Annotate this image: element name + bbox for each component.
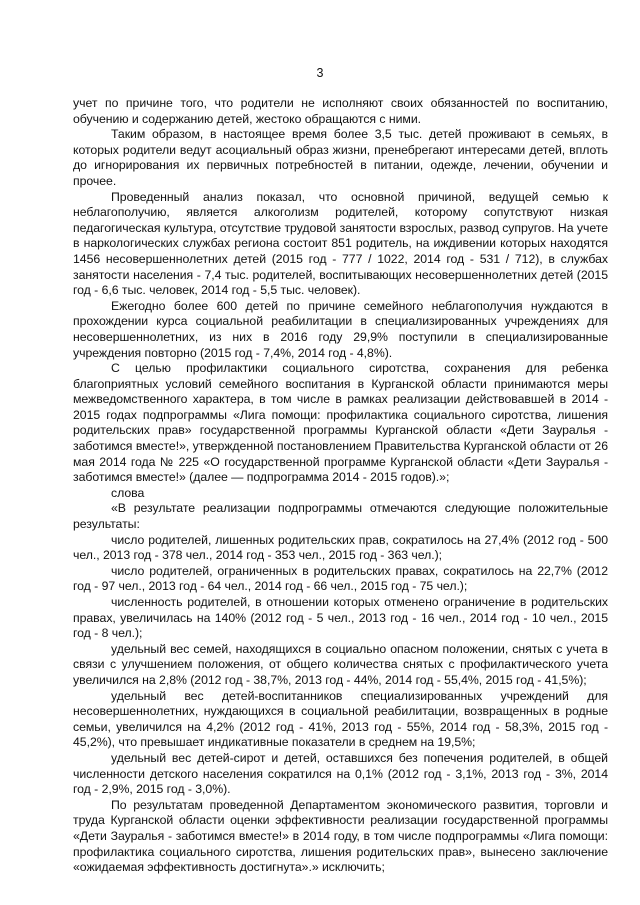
paragraph-6: слова: [111, 485, 145, 500]
paragraph-2: Таким образом, в настоящее время более 3,5 тыс. детей проживают в семьях, в которых родители ведут асоциальный образ жизни, пренебрегают интересами детей, вплоть до игнорирования их первичных потребностей в питании, одежде, лечении, обучении и прочее.: [73, 127, 608, 188]
paragraph-4: Ежегодно более 600 детей по причине семейного неблагополучия нуждаются в прохождении курса социальной реабилитации в специализированных учреждениях для несовершеннолетних, из них в 2016 году 29,9% поступили в специализированные учреждения повторно (2015 год - 7,4%, 2014 год - 4,8%).: [73, 298, 608, 360]
paragraph-7: «В результате реализации подпрограммы отмечаются следующие положительные результаты:: [73, 501, 608, 532]
paragraph-5: С целью профилактики социального сиротства, сохранения для ребенка благоприятных условий семейного воспитания в Курганской области принимаются меры межведомственного характера, в том числе в рамках реализации действовавшей в 2014 - 2015 годах подпрограммы «Лига помощи: профилактика социального сиротства, лишения родительских прав» государственной программы Курганской области «Дети Зауралья - заботимся вместе!», утвержденной постановлением Правительства Курганской области от 26 мая 2014 года № 225 «О государственной программе Курганской области «Дети Зауралья - заботимся вместе!» (далее — подпрограмма 2014 - 2015 годов).»;: [73, 361, 608, 485]
paragraph-8: число родителей, лишенных родительских прав, сократилось на 27,4% (2012 год - 500 чел., 2013 год - 378 чел., 2014 год - 353 чел., 2015 год - 363 чел.);: [73, 532, 608, 563]
paragraph-12: удельный вес детей-воспитанников специализированных учреждений для несовершеннолетних, нуждающихся в социальной реабилитации, возвращенных в родные семьи, увеличился на 4,2% (2012 год - 41%, 2013 год - 55%, 2014 год - 58,3%, 2015 год - 45,2%), что превышает индикативные показатели в среднем на 19,5%;: [73, 688, 608, 750]
paragraph-1: учет по причине того, что родители не исполняют своих обязанностей по воспитанию, обучению и содержанию детей, жестоко обращаются с ними.: [73, 96, 608, 126]
paragraph-10: численность родителей, в отношении которых отменено ограничение в родительских правах, увеличилась на 140% (2012 год - 5 чел., 2013 год - 16 чел., 2014 год - 10 чел., 2015 год - 8 чел.);: [73, 595, 608, 641]
page-number: 3: [316, 66, 324, 80]
paragraph-9: число родителей, ограниченных в родительских правах, сократилось на 22,7% (2012 год - 97 чел., 2013 год - 64 чел., 2014 год - 66 чел., 2015 год - 75 чел.);: [73, 563, 608, 594]
paragraph-14: По результатам проведенной Департаментом экономического развития, торговли и труда Курганской области оценки эффективности реализации государственной программы «Дети Зауралья - заботимся вместе!» в 2014 году, в том числе подпрограммы «Лига помощи: профилактика социального сиротства, лишения родительских прав», вынесено заключение «ожидаемая эффективность достигнута».» исключить;: [73, 797, 608, 875]
document-body: [73, 96, 608, 876]
paragraph-13: удельный вес детей-сирот и детей, оставшихся без попечения родителей, в общей численности детского населения сократился на 0,1% (2012 год - 3,1%, 2013 год - 3%, 2014 год - 2,9%, 2015 год - 3,0%).: [73, 750, 608, 797]
paragraph-3: Проведенный анализ показал, что основной причиной, ведущей семью к неблагополучию, является алкоголизм родителей, которому сопутствуют низкая педагогическая культура, отсутствие трудовой занятости взрослых, развод супругов. На учете в наркологических службах региона состоит 851 родитель, на иждивении которых находятся 1456 несовершеннолетних детей (2015 год - 777 / 1022, 2014 год - 531 / 712), в службах занятости населения - 7,4 тыс. родителей, воспитывающих несовершеннолетних детей (2015 год - 6,6 тыс. человек, 2014 год - 5,5 тыс. человек).: [73, 189, 608, 298]
paragraph-11: удельный вес семей, находящихся в социально опасном положении, снятых с учета в связи с улучшением положения, от общего количества снятых с профилактического учета увеличился на 2,8% (2012 год - 38,7%, 2013 год - 44%, 2014 год - 55,4%, 2015 год - 41,5%);: [73, 641, 608, 687]
